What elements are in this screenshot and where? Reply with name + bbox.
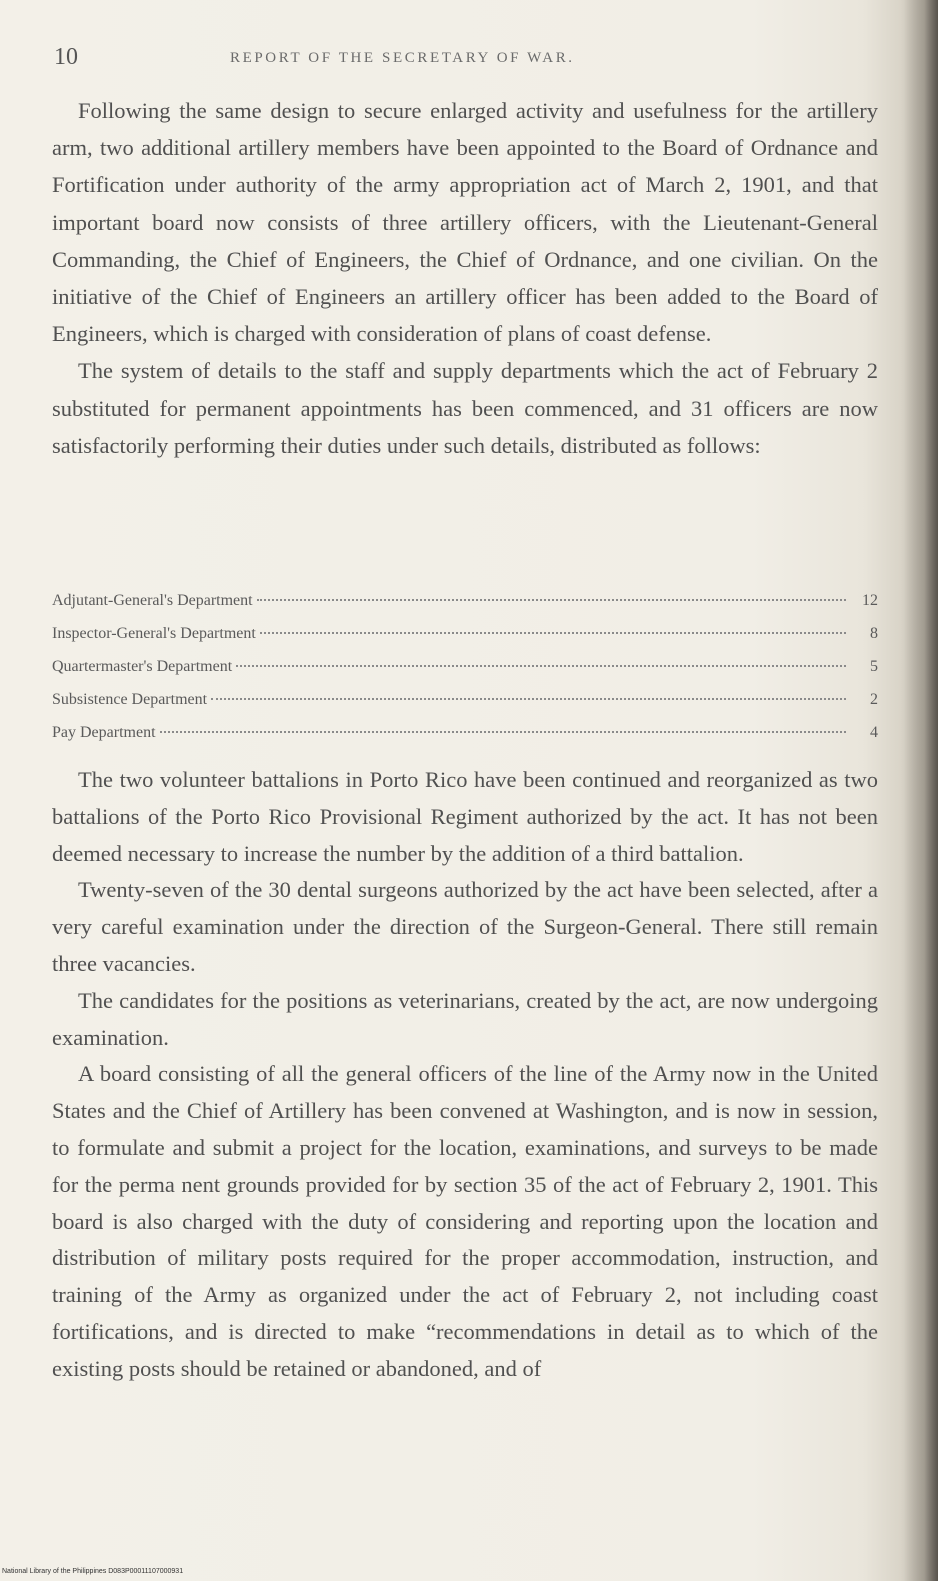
department-name: Quartermaster's Department: [52, 658, 233, 675]
officer-count: 2: [870, 691, 878, 708]
scan-credit: National Library of the Philippines D083P00011107000931: [2, 1568, 184, 1575]
officer-count: 8: [870, 625, 878, 642]
dot-leader: [236, 665, 846, 667]
officer-count: 5: [870, 658, 878, 675]
paragraph: The two volunteer battalions in Porto Rico have been continued and reorganized as two battalions of the Porto Rico Provisional Regiment authorized by the act. It has not been deemed necessary to increase the number by the addition of a third battalion.: [52, 767, 878, 866]
details-table-row: [52, 592, 878, 625]
paragraph: A board consisting of all the general officers of the line of the Army now in the United States and the Chief of Artillery has been convened at Washington, and is now in session, to formulate and submit a project for the location, examinations, and surveys to be made for the perma nent grounds provided for by section 35 of the act of February 2, 1901. This board is also charged with the duty of considering and reporting upon the location and distribution of military posts required for the proper accommodation, instruction, and training of the Army as organized under the act of February 2, not including coast fortifications, and is directed to make “recommendations in detail as to which of the existing posts should be retained or abandoned, and of: [52, 1061, 878, 1381]
paragraph: The candidates for the positions as veterinarians, created by the act, are now undergoing examination.: [52, 987, 878, 1050]
details-table-row: [52, 625, 878, 658]
body-text-top: [52, 92, 878, 464]
paragraph: Following the same design to secure enlarged activity and usefulness for the artillery arm, two additional artillery members have been appointed to the Board of Ordnance and Fortification under authority of the army appropriation act of March 2, 1901, and that important board now consists of three artillery officers, with the Lieutenant-General Commanding, the Chief of Engineers, the Chief of Ordnance, and one civilian. On the initiative of the Chief of Engineers an artillery officer has been added to the Board of Engineers, which is charged with consideration of plans of coast defense.: [52, 98, 878, 347]
dot-leader: [260, 632, 846, 634]
paragraph: Twenty-seven of the 30 dental surgeons authorized by the act have been selected, after a very careful examination under the direction of the Surgeon-General. There still remain three vacancies.: [52, 877, 878, 976]
dot-leader: [257, 599, 846, 601]
department-name: Inspector-General's Department: [52, 625, 256, 642]
department-name: Subsistence Department: [52, 691, 208, 708]
officer-count: 12: [862, 592, 878, 609]
running-head-title: REPORT OF THE SECRETARY OF WAR.: [230, 50, 575, 66]
department-name: Adjutant-General's Department: [52, 592, 253, 609]
binding-shadow: [904, 0, 938, 1581]
officer-count: 4: [870, 724, 878, 741]
running-head: [54, 44, 878, 74]
body-text-bottom: [52, 762, 878, 1388]
details-table-row: [52, 724, 878, 757]
paragraph: The system of details to the staff and supply departments which the act of February 2 substituted for permanent appointments has been commenced, and 31 officers are now satisfactorily performing their duties under such details, distributed as follows:: [52, 358, 878, 458]
department-name: Pay Department: [52, 724, 156, 741]
details-table-row: [52, 658, 878, 691]
details-table-row: [52, 691, 878, 724]
dot-leader: [211, 698, 846, 700]
details-table: [52, 592, 878, 757]
page-number: 10: [54, 44, 78, 70]
dot-leader: [160, 731, 846, 733]
